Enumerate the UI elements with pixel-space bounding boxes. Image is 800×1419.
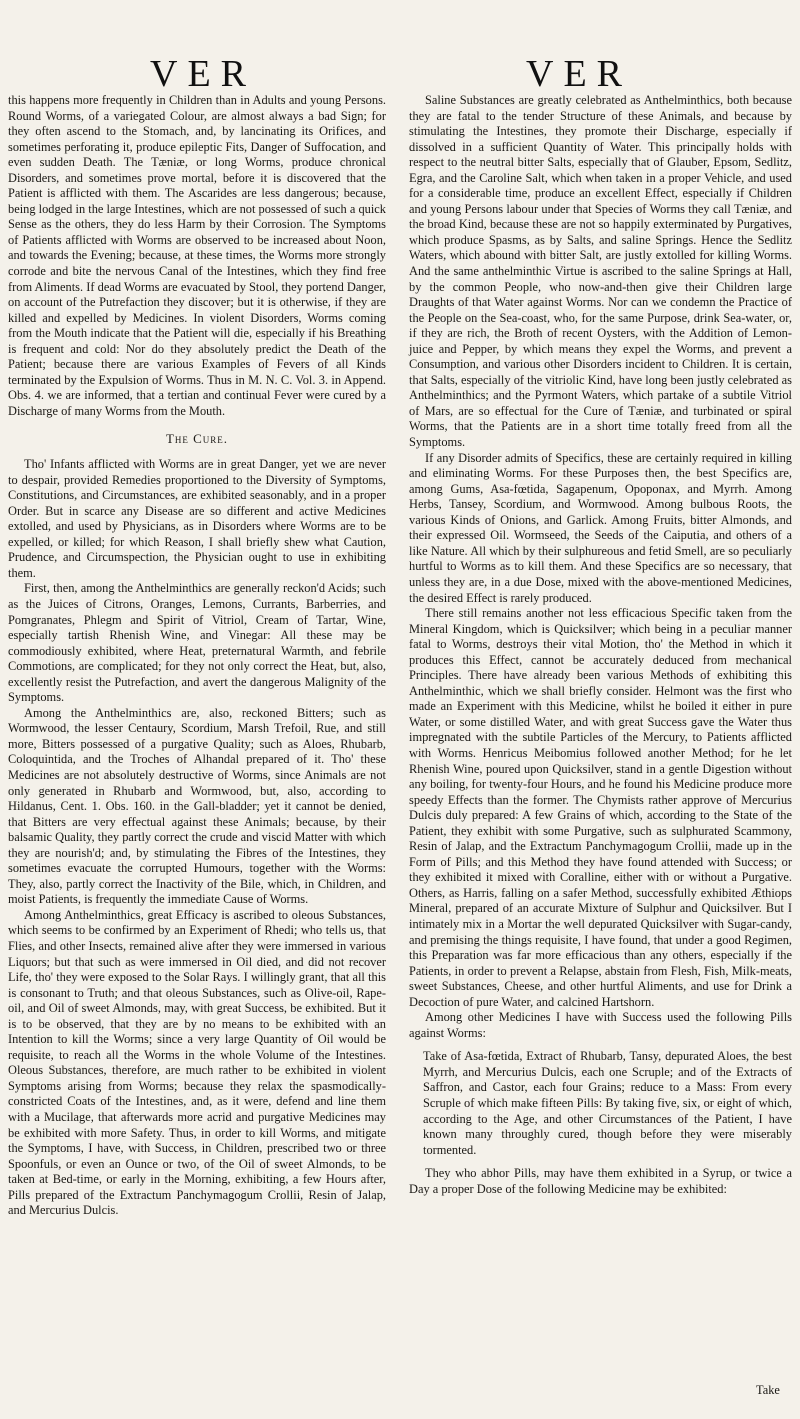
paragraph: Among Anthelminthics, great Efficacy is ascribed to oleous Substances, which seems to be confirmed by an Experiment of Rhedi; who tells us, that Flies, and other Insects, remained alive after they were immersed in various Liquors; but that such as were immersed in Oil died, and did not recover Life, tho' they were exposed to the Solar Rays. I willingly grant, that all this is consonant to Truth; and that oleous Substances, such as Olive-oil, Rape-oil, and Oil of sweet Almonds, may, with great Success, be exhibited. But it is to be observed, that they are by no means to be exhibited with an Intention to kill the Worms; since a very large Quantity of Oil would be requisite, to reach all the Worms in the whole Volume of the Intestines. Oleous Substances, therefore, are much rather to be exhibited in violent Symptoms arising from Worms; because they relax the spasmodically-constricted Coats of the Intestines, and, as it were, defend and line them with a Mucilage, that afterwards more acrid and purgative Medicines may be exhibited with more Safety. Thus, in order to kill Worms, and mitigate the Symptoms, I have, with Success, in Children, prescribed two or three Spoonfuls, or even an Ounce or two, of the Oil of sweet Almonds, to be taken at Bed-time, or early in the Morning, exhibiting, a few Hours after, Pills prepared of the Extractum Panchymagogum Crollii, Resin of Jalap, and Mercurius Dulcis. [8,907,386,1218]
paragraph: Tho' Infants afflicted with Worms are in great Danger, yet we are never to despair, provided Remedies proportioned to the Diversity of Symptoms, Constitutions, and Circumstances, are exhibited seasonably, and in a proper Order. But in scarce any Disease are so different and active Medicines extolled, and used by Physicians, as in Disorders where Worms are to be expelled, or killed; for which Reason, I shall briefly shew what Caution, Prudence, and Circumspection, the Physician ought to use in exhibiting them. [8,457,386,580]
running-header-right: VER [526,53,632,95]
paragraph: They who abhor Pills, may have them exhibited in a Syrup, or twice a Day a proper Dose of the following Medicine may be exhibited: [409,1166,792,1196]
right-column [409,93,792,1197]
paragraph: this happens more frequently in Children than in Adults and young Persons. Round Worms, of a variegated Colour, are almost always a bad Sign; for they often ascend to the Stomach, and, by lancinating its Orifices, and sometimes perforating it, produce epileptic Fits, Danger of Suffocation, and even sudden Death. The Tæniæ, or long Worms, produce chronical Disorders, and sometimes prove mortal, before it is discovered that the Patient is afflicted with them. The Ascarides are less dangerous; because, being lodged in the large Intestines, which are not possessed of such a quick Sense as the others, they do less Harm by their Corrosion. The Symptoms of Patients afflicted with Worms are observed to be increased about Noon, and towards the Evening; because, at these times, the Worms more strongly corrode and bite the nervous Canal of the Intestines, which they find free from Aliments. If dead Worms are evacuated by Stool, they portend Danger, on account of the Putrefaction they discover; but it is otherwise, if they are killed and expelled by Medicines. In violent Disorders, Worms coming from the Mouth indicate that the Patient will die, especially if his Breathing is frequent and cold: Nor do they absolutely predict the Death of the Patient; because there are various Examples of Fevers of all Kinds terminated by the Expulsion of Worms. Thus in M. N. C. Vol. 3. in Append. Obs. 4. we are informed, that a tertian and continual Fever were cured by a Discharge of many Worms from the Mouth. [8,93,386,418]
paragraph: If any Disorder admits of Specifics, these are certainly required in killing and eliminating Worms. For these Purposes then, the best Specifics are, among Gums, Asa-fœtida, Sagapenum, Opoponax, and Myrrh. Among Herbs, Tansey, Scordium, and Wormwood. Among bulbous Roots, the various Kinds of Onions, and Garlick. Among Fruits, bitter Almonds, and their expressed Oil. Wormseed, the Seeds of the Caiputia, and others of a like Nature. All which by their sulphureous and fetid Smell, are so peculiarly hurtful to Worms as to kill them. And these Specifics are so necessary, that unless they are, in a due Dose, mixed with the above-mentioned Medicines, the desired Effect is rarely produced. [409,450,792,605]
paragraph: Saline Substances are greatly celebrated as Anthelminthics, both because they are fatal to the tender Structure of these Animals, and because by stimulating the Intestines, they promote their Discharge, especially if dissolved in a sufficient Quantity of Water. This principally holds with respect to the neutral bitter Salts, especially that of Glauber, Epsom, Sedlitz, Egra, and the Caroline Salt, which when taken in a proper Vehicle, and used for a considerable time, produce an excellent Effect, especially if Children and young Persons labour under that Species of Worms they call Tæniæ, and the broad Kind, because these are not so happily exterminated by Purgatives, which produce Spasms, as by Salts, and saline Springs. Hence the Sedlitz Waters, which abound with bitter Salt, are justly extolled for killing Worms. And the same anthelminthic Virtue is ascribed to the saline Springs at Hall, by the common People, who now-and-then give their Children large Draughts of that Water against Worms. Nor can we condemn the Practice of the People on the Sea-coast, who, for the same Purpose, drink Sea-water, or, if they are rich, the Broth of recent Oysters, with the Addition of Lemon-juice and Pepper, by which means they expel the Worms, and prevent a Consumption, and various other Disorders incident to Children. It is certain, that Salts, especially of the vitriolic Kind, have long been justly celebrated as Anthelminthics; and the Pyrmont Waters, which partake of a subtile Vitriol of Mars, are so effectual for the Cure of Tæniæ, and turbinated or spiral Worms, that the Patients are in a short time totally freed from all the Symptoms. [409,93,792,450]
paragraph: Among the Anthelminthics are, also, reckoned Bitters; such as Wormwood, the lesser Centaury, Scordium, Marsh Trefoil, Rue, and still more, Bitters possessed of a purgative Quality; such as Aloes, Rhubarb, Coloquintida, and the Troches of Alhandal prepared of it. Tho' these Medicines are not absolutely destructive of Worms, since Animals are not only generated in Rhubarb and Wormwood, but, also, according to Hildanus, Cent. 1. Obs. 160. in the Gall-bladder; yet it cannot be denied, that Bitters are very effectual against these Animals; because, by their balsamic Quality, they partly correct the crude and viscid Matter with which they are nourish'd; and, by stimulating the Fibres of the Intestines, they sometimes evacuate the corrupted Humours, together with the Worms: They, also, partly correct the Inactivity of the Bile, which, in Children, and moist Patients, is frequently the immediate Cause of Worms. [8,705,386,907]
paragraph: First, then, among the Anthelminthics are generally reckon'd Acids; such as the Juices of Citrons, Oranges, Lemons, Currants, Barberries, and Pomgranates, Phlegm and Spirit of Vitriol, Cream of Tartar, Wine, especially tartish Rhenish Wine, and Vinegar: All these may be commodiously exhibited, where Heat, preternatural Warmth, and febrile Commotions, are complicated; for they not only correct the Heat, but, also, excellently resist the Putrefaction, and avert the dangerous Malignity of the Symptoms. [8,581,386,705]
paragraph: Among other Medicines I have with Success used the following Pills against Worms: [409,1010,792,1040]
left-column [8,93,386,1219]
paragraph: There still remains another not less efficacious Specific taken from the Mineral Kingdom, which is Quicksilver; which being in a peculiar manner fatal to Worms, destroys their vital Motion, tho' the Method in which it produces this Effect, cannot be accurately deduced from mechanical Principles. There have already been various Methods of exhibiting this Anthelminthic, which we shall briefly consider. Helmont was the first who made an Experiment with this Medicine, whilst he boiled it either in pure Water, or some distilled Water, and with great Success gave the Water thus impregnated with the subtile Particles of the Mercury, to Patients afflicted with Worms. Henricus Meibomius followed another Method; for he let Rhenish Wine, poured upon Quicksilver, stand in a gentle Digestion without any boiling, for twenty-four Hours, and he found his Medicine produce more speedy Effects than the former. The Chymists rather approve of Mercurius Dulcis duly prepared: A few Grains of which, according to the State of the Patient, they exhibit with some Purgative, such as sulphurated Scammony, Resin of Jalap, and the Extractum Panchymagogum Crollii, made up in the Form of Pills; and this Method they have found attended with Success; or they exhibited it mixed with Coralline, either with or without a Purgative. Others, as Harris, falling on a safer Method, successfully exhibited Æthiops Mineral, prepared of an accurate Mixture of Sulphur and Quicksilver. But I intimately mix in a Mortar the well depurated Quicksilver with Sugar-candy, and premising the things requisite, I have found, that under a good Regimen, this Preparation was far more efficacious than any others, especially if the Patients, in order to prevent a Relapse, abstain from Flesh, Fish, Milk-meats, sweet Substances, Cheese, and other hurtful Aliments, and use for Drink a Decoction of pure Water, and calcined Hartshorn. [409,606,792,1009]
section-heading-the-cure: The Cure. [165,431,229,447]
catchword: Take [756,1383,780,1397]
running-header-left: VER [150,53,256,95]
pill-recipe: Take of Asa-fœtida, Extract of Rhubarb, Tansy, depurated Aloes, the best Myrrh, and Mercurius Dulcis, each one Scruple; and of the Extracts of Saffron, and Castor, each four Grains; reduce to a Mass: From every Scruple of which make fifteen Pills: By taking five, six, or eight of which, according to the Age, and other Circumstances of the Patient, I have known many throughly cured, though before they were miserably tormented. [423,1049,792,1157]
